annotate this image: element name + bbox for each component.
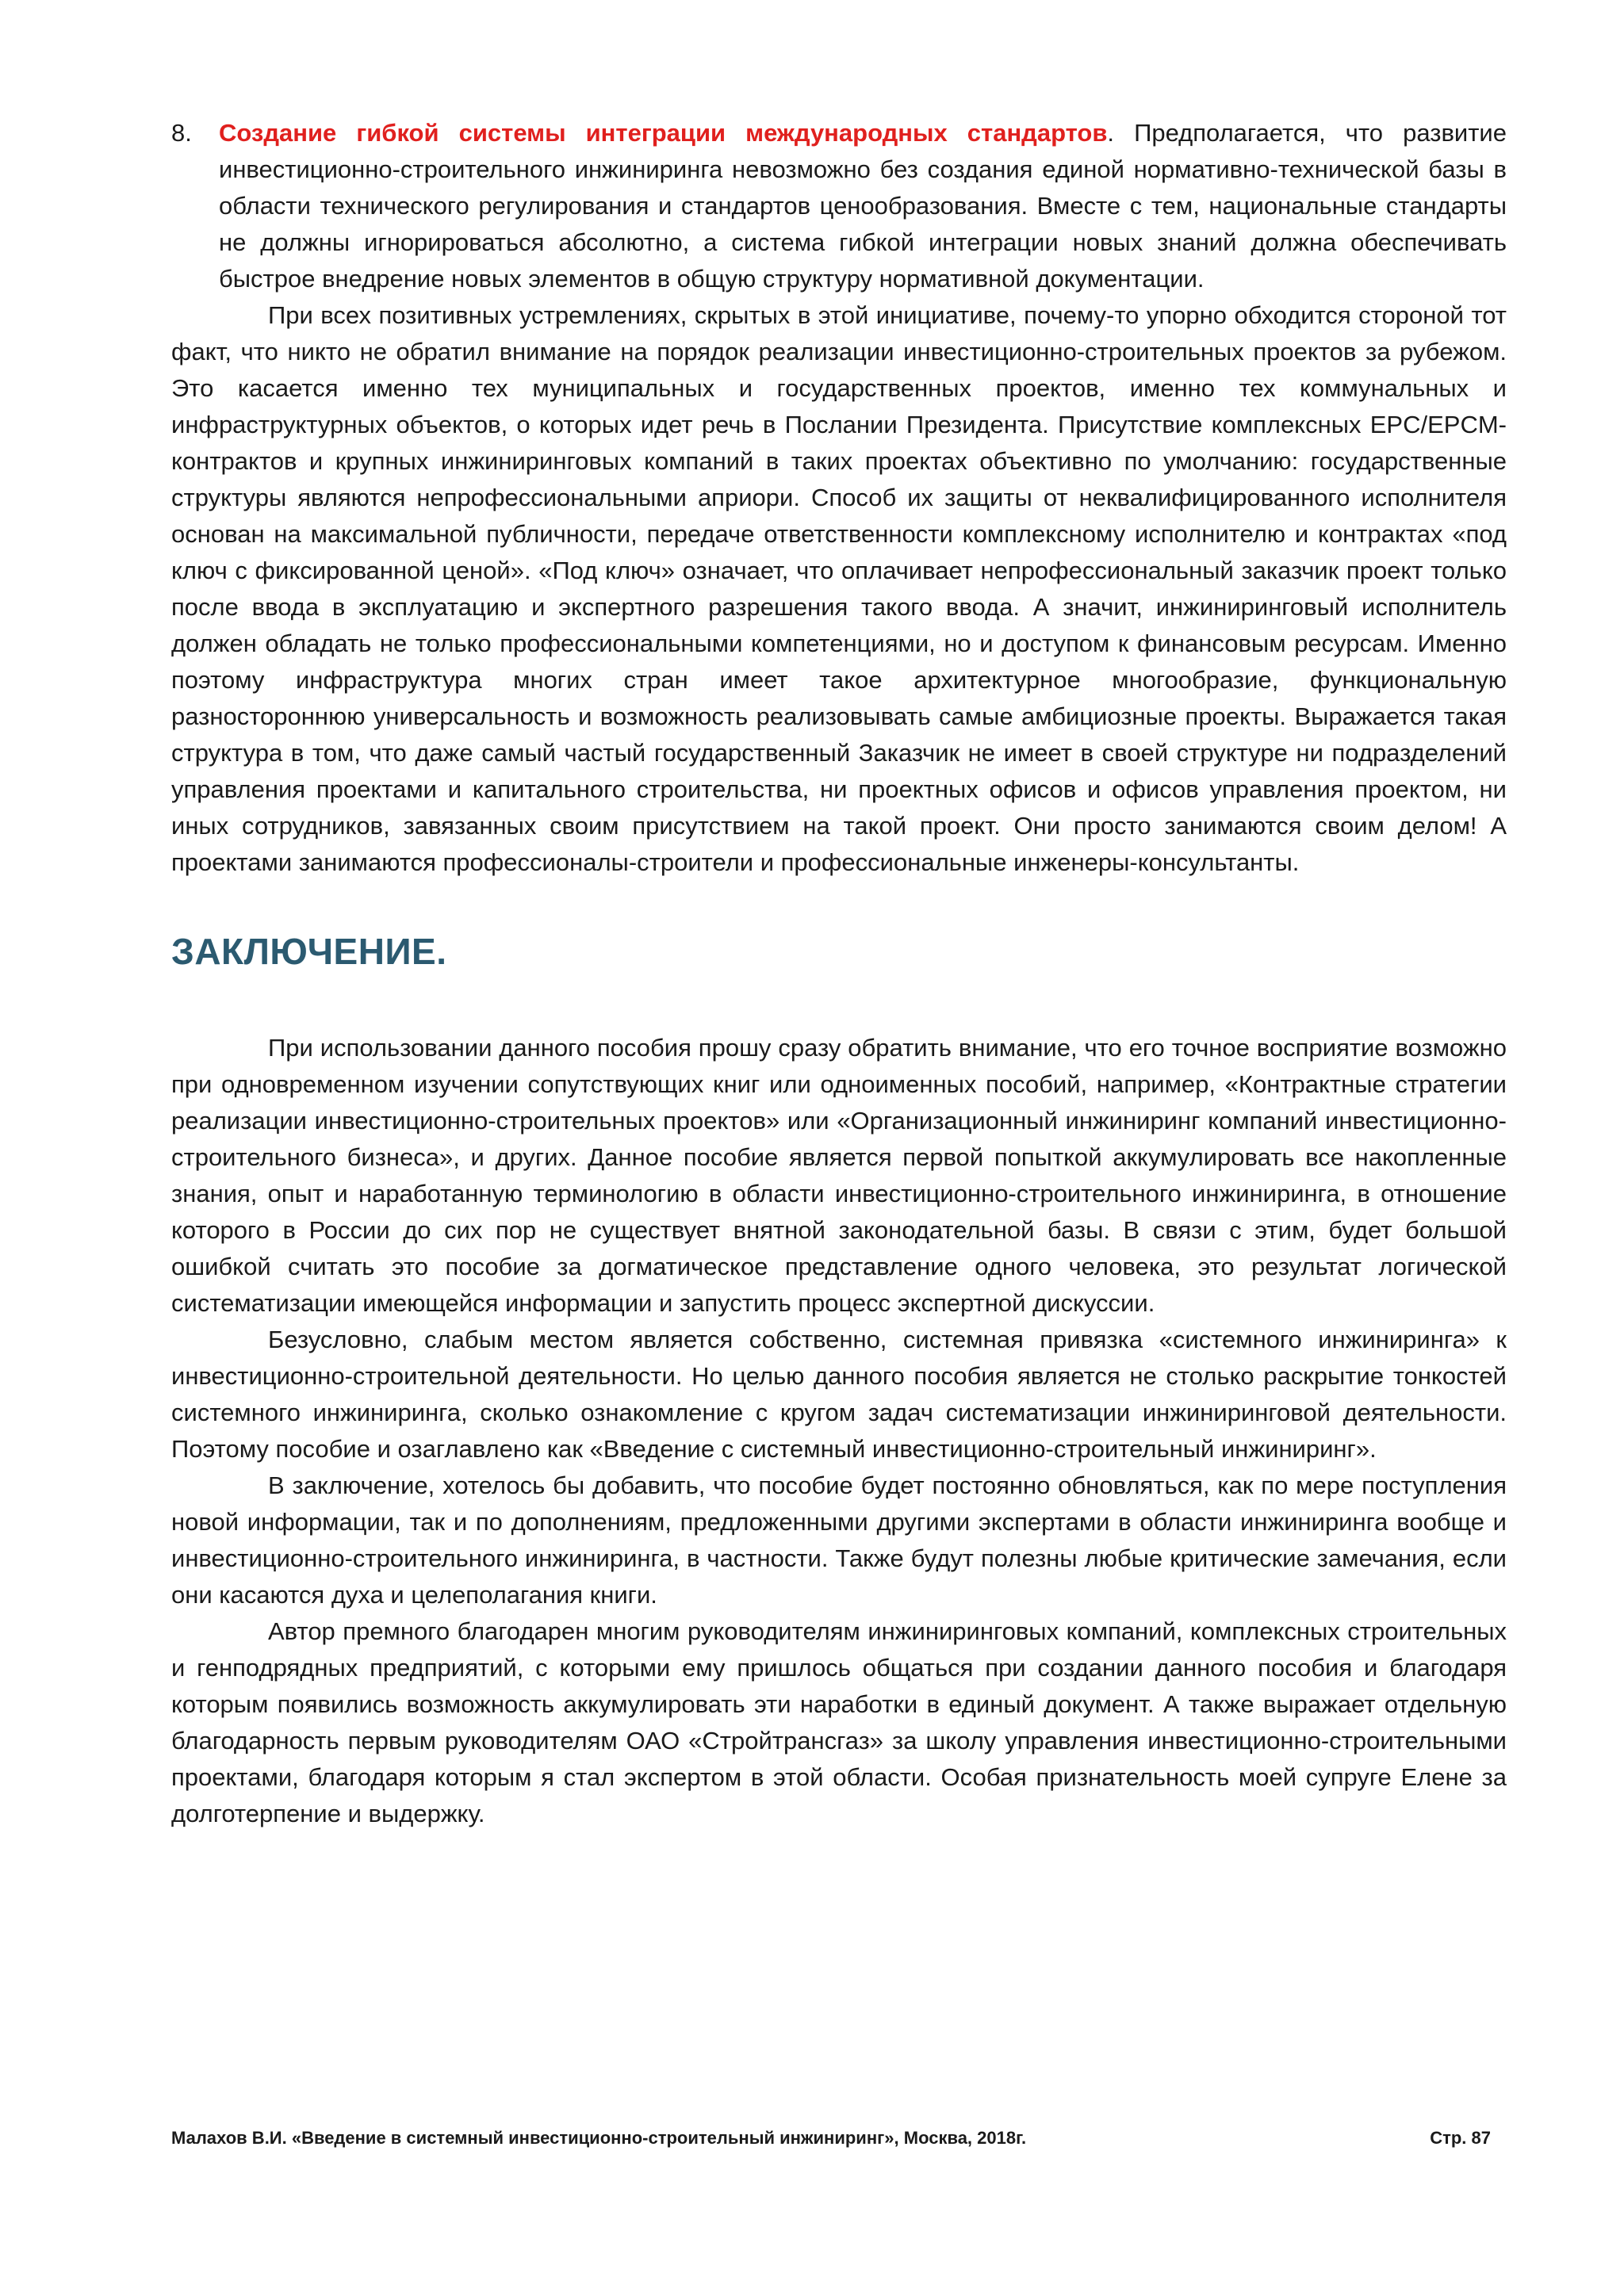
page-content [171, 115, 1507, 1832]
body-paragraph: В заключение, хотелось бы добавить, что пособие будет постоянно обновляться, как по мере поступления новой информации, так и по дополнениям, предложенными другими экспертами в области инжиниринга вообще и инвестиционно-строительного инжиниринга, в частности. Также будут полезны любые критические замечания, если они касаются духа и целеполагания книги. [171, 1471, 1507, 1609]
body-paragraph: При использовании данного пособия прошу сразу обратить внимание, что его точное восприятие возможно при одновременном изучении сопутствующих книг или одноименных пособий, например, «Контрактные стратегии реализации инвестиционно-строительных проектов» или «Организационный инжиниринг компаний инвестиционно-строительного бизнеса», и других. Данное пособие является первой попыткой аккумулировать все накопленные знания, опыт и наработанную терминологию в области инвестиционно-строительного инжиниринга, в отношение которого в России до сих пор не существует внятной законодательной базы. В связи с этим, будет большой ошибкой считать это пособие за догматическое представление одного человека, это результат логической систематизации имеющейся информации и запустить процесс экспертной дискуссии. [171, 1034, 1507, 1317]
section-heading: ЗАКЛЮЧЕНИЕ. [171, 931, 447, 972]
numbered-list-item [171, 115, 1507, 297]
list-item-text: . Предполагается, что развитие инвестиционно-строительного инжиниринга невозможно без создания единой нормативно-технической базы в области технического регулирования и стандартов ценообразования. Вместе с тем, национальные стандарты не должны игнорироваться абсолютно, а система гибкой интеграции новых знаний должна обеспечивать быстрое внедрение новых элементов в общую структуру нормативной документации. [219, 119, 1507, 293]
page-footer [171, 2128, 1491, 2149]
list-item-number: 8. [171, 119, 192, 147]
body-paragraph: При всех позитивных устремлениях, скрытых в этой инициативе, почему-то упорно обходится стороной тот факт, что никто не обратил внимание на порядок реализации инвестиционно-строительных проектов за рубежом. Это касается именно тех муниципальных и государственных проектов, именно тех коммунальных и инфраструктурных объектов, о которых идет речь в Послании Президента. Присутствие комплексных EPC/EPCM-контрактов и крупных инжиниринговых компаний в таких проектах объективно по умолчанию: государственные структуры являются непрофессиональными априори. Способ их защиты от неквалифицированного исполнителя основан на максимальной публичности, передаче ответственности комплексному исполнителю и контрактах «под ключ с фиксированной ценой». «Под ключ» означает, что оплачивает непрофессиональный заказчик проект только после ввода в эксплуатацию и экспертного разрешения такого ввода. А значит, инжиниринговый исполнитель должен обладать не только профессиональными компетенциями, но и доступом к финансовым ресурсам. Именно поэтому инфраструктура многих стран имеет такое архитектурное многообразие, функциональную разностороннюю универсальность и возможность реализовывать самые амбициозные проекты. Выражается такая структура в том, что даже самый частый государственный Заказчик не имеет в своей структуре ни подразделений управления проектами и капитального строительства, ни проектных офисов и офисов управления проектом, ни иных сотрудников, завязанных своим присутствием на такой проект. Они просто занимаются своим делом! А проектами занимаются профессионалы-строители и профессиональные инженеры-консультанты. [171, 301, 1507, 876]
footer-citation: Малахов В.И. «Введение в системный инвестиционно-строительный инжиниринг», Москва, 2018г. [171, 2128, 1027, 2148]
list-item-title: Создание гибкой системы интеграции международных стандартов [219, 119, 1108, 147]
page-number: Стр. 87 [1430, 2128, 1491, 2148]
body-paragraph: Автор премного благодарен многим руководителям инжиниринговых компаний, комплексных строительных и генподрядных предприятий, с которыми ему пришлось общаться при создании данного пособия и благодаря которым появились возможность аккумулировать эти наработки в единый документ. А также выражает отдельную благодарность первым руководителям ОАО «Стройтрансгаз» за школу управления инвестиционно-строительными проектами, благодаря которым я стал экспертом в этой области. Особая признательность моей супруге Елене за долготерпение и выдержку. [171, 1617, 1507, 1827]
body-paragraph: Безусловно, слабым местом является собственно, системная привязка «системного инжиниринга» к инвестиционно-строительной деятельности. Но целью данного пособия является не столько раскрытие тонкостей системного инжиниринга, сколько ознакомление с кругом задач систематизации инжиниринговой деятельности. Поэтому пособие и озаглавлено как «Введение с системный инвестиционно-строительный инжиниринг». [171, 1326, 1507, 1463]
